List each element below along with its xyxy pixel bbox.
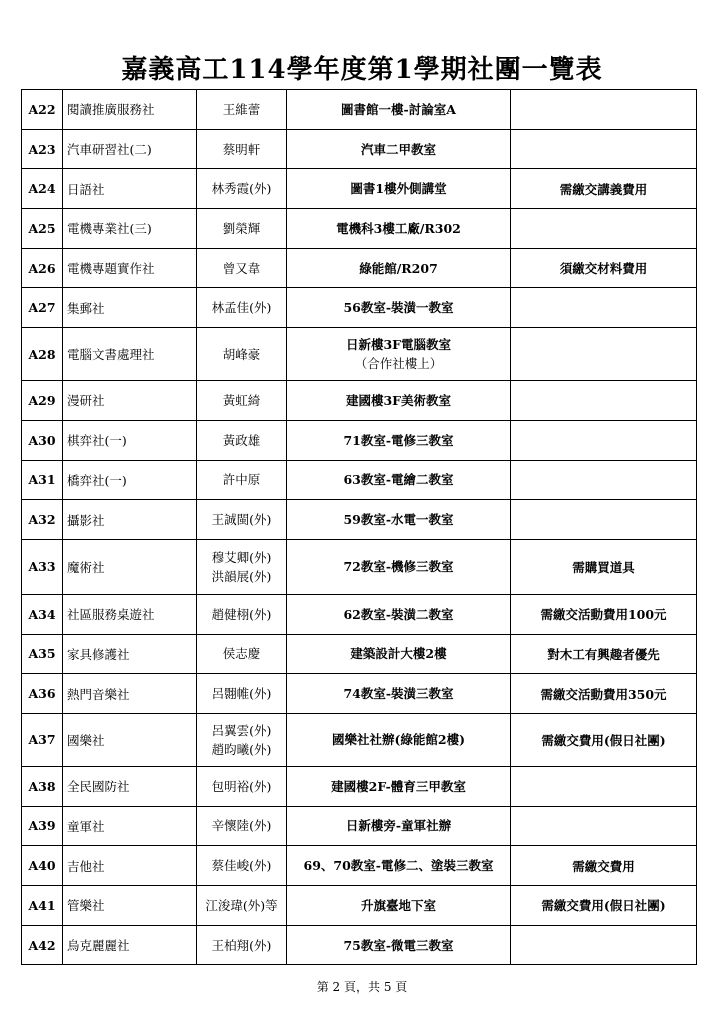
page-title: 嘉義高工114學年度第1學期社團一覽表	[121, 55, 603, 85]
teacher-name-2: 洪韻展(外)	[211, 568, 272, 584]
club-code: A34	[22, 594, 63, 634]
club-location	[287, 209, 511, 249]
location-text: 電機科3樓工廠/R302	[336, 220, 461, 236]
club-note: 對木工有興趣者優先	[511, 634, 697, 674]
location-text: 62教室-裝潢二教室	[343, 606, 454, 622]
club-name: 社區服務桌遊社	[63, 594, 197, 634]
location-text: 69、70教室-電修二、塗裝三教室	[303, 858, 494, 874]
location-text: 75教室-微電三教室	[343, 937, 454, 953]
location-text: 圖書1樓外側講堂	[350, 181, 447, 197]
club-location	[287, 594, 511, 634]
location-text: 71教室-電修三教室	[343, 432, 454, 448]
table-row	[22, 420, 697, 460]
club-teacher	[197, 209, 287, 249]
table-row	[22, 846, 697, 886]
location-subtext: （合作社樓上）	[354, 356, 443, 372]
page-footer: 第 2 頁，共 5 頁	[316, 980, 408, 994]
club-location	[287, 169, 511, 209]
table-row	[22, 713, 697, 766]
club-teacher	[197, 420, 287, 460]
club-note	[511, 460, 697, 500]
club-code: A33	[22, 539, 63, 594]
club-location	[287, 766, 511, 806]
club-location	[287, 674, 511, 714]
club-note	[511, 420, 697, 460]
club-location	[287, 500, 511, 540]
club-code: A30	[22, 420, 63, 460]
club-location	[287, 420, 511, 460]
club-teacher	[197, 634, 287, 674]
club-teacher	[197, 328, 287, 381]
club-code: A42	[22, 925, 63, 965]
teacher-name: 江浚瑋(外)等	[205, 897, 278, 913]
club-location	[287, 248, 511, 288]
teacher-name: 劉榮輝	[222, 220, 261, 236]
club-name: 漫研社	[63, 381, 197, 421]
teacher-name: 黃政雄	[222, 432, 261, 448]
club-name: 熱門音樂社	[63, 674, 197, 714]
teacher-name: 呂翾帷(外)	[211, 686, 272, 702]
club-code: A26	[22, 248, 63, 288]
club-note	[511, 328, 697, 381]
table-row	[22, 248, 697, 288]
location-text: 圖書館一樓-討論室A	[341, 101, 456, 117]
teacher-name: 穆艾卿(外)	[211, 549, 272, 565]
table-row	[22, 500, 697, 540]
table-row	[22, 925, 697, 965]
club-code: A27	[22, 288, 63, 328]
club-name: 吉他社	[63, 846, 197, 886]
teacher-name: 呂翼雲(外)	[211, 722, 272, 738]
club-teacher	[197, 594, 287, 634]
location-text: 日新樓旁-童軍社辦	[345, 818, 452, 834]
table-row	[22, 594, 697, 634]
location-text: 建國樓3F美術教室	[345, 392, 452, 408]
table-row	[22, 634, 697, 674]
club-note: 需繳交費用(假日社團)	[511, 713, 697, 766]
club-note	[511, 806, 697, 846]
club-teacher	[197, 806, 287, 846]
club-location	[287, 846, 511, 886]
club-teacher	[197, 766, 287, 806]
club-note: 需購買道具	[511, 539, 697, 594]
location-text: 建築設計大樓2樓	[350, 646, 447, 662]
club-code: A38	[22, 766, 63, 806]
club-teacher	[197, 500, 287, 540]
club-code: A35	[22, 634, 63, 674]
table-row	[22, 169, 697, 209]
location-text: 綠能館/R207	[359, 260, 438, 276]
club-name: 電腦文書處理社	[63, 328, 197, 381]
club-code: A25	[22, 209, 63, 249]
club-name: 閱讀推廣服務社	[63, 90, 197, 130]
teacher-name: 曾又韋	[222, 260, 261, 276]
teacher-name: 王維蕾	[222, 101, 261, 117]
club-teacher	[197, 846, 287, 886]
table-row	[22, 886, 697, 926]
club-code: A37	[22, 713, 63, 766]
teacher-name: 蔡佳峻(外)	[211, 858, 272, 874]
table-row	[22, 766, 697, 806]
club-code: A32	[22, 500, 63, 540]
club-location	[287, 806, 511, 846]
teacher-name: 林孟佳(外)	[211, 300, 272, 316]
club-name: 烏克麗麗社	[63, 925, 197, 965]
club-note	[511, 288, 697, 328]
club-code: A23	[22, 129, 63, 169]
club-location	[287, 90, 511, 130]
club-name: 集郵社	[63, 288, 197, 328]
club-table-body	[22, 90, 697, 965]
club-code: A24	[22, 169, 63, 209]
table-row	[22, 328, 697, 381]
club-note: 需繳交講義費用	[511, 169, 697, 209]
teacher-name-2: 趙昀曦(外)	[211, 741, 272, 757]
club-note	[511, 925, 697, 965]
teacher-name: 王誠閩(外)	[211, 512, 272, 528]
club-note: 需繳交活動費用350元	[511, 674, 697, 714]
club-name: 電機專題實作社	[63, 248, 197, 288]
club-teacher	[197, 90, 287, 130]
location-text: 63教室-電繪二教室	[343, 472, 454, 488]
club-code: A28	[22, 328, 63, 381]
teacher-name: 胡峰豪	[222, 346, 261, 362]
club-location	[287, 129, 511, 169]
club-name: 橋弈社(一)	[63, 460, 197, 500]
club-location	[287, 288, 511, 328]
club-code: A40	[22, 846, 63, 886]
location-text: 日新樓3F電腦教室	[345, 337, 452, 353]
teacher-name: 王柏翔(外)	[211, 937, 272, 953]
club-code: A29	[22, 381, 63, 421]
teacher-name: 辛懷陸(外)	[211, 818, 272, 834]
location-text: 72教室-機修三教室	[343, 559, 454, 575]
club-name: 棋弈社(一)	[63, 420, 197, 460]
club-name: 童軍社	[63, 806, 197, 846]
club-code: A22	[22, 90, 63, 130]
club-note	[511, 209, 697, 249]
club-note	[511, 129, 697, 169]
club-teacher	[197, 925, 287, 965]
club-table	[21, 89, 697, 965]
club-note	[511, 90, 697, 130]
location-text: 升旗臺地下室	[360, 897, 436, 913]
club-name: 國樂社	[63, 713, 197, 766]
club-location	[287, 634, 511, 674]
club-teacher	[197, 886, 287, 926]
teacher-name: 趙健栩(外)	[211, 606, 272, 622]
club-note	[511, 500, 697, 540]
club-teacher	[197, 674, 287, 714]
club-teacher	[197, 460, 287, 500]
club-teacher	[197, 169, 287, 209]
club-location	[287, 925, 511, 965]
teacher-name: 許中原	[222, 472, 261, 488]
table-row	[22, 209, 697, 249]
table-row	[22, 90, 697, 130]
table-row	[22, 288, 697, 328]
club-teacher	[197, 288, 287, 328]
club-teacher	[197, 248, 287, 288]
club-location	[287, 460, 511, 500]
club-note	[511, 381, 697, 421]
club-name: 家具修護社	[63, 634, 197, 674]
club-teacher	[197, 381, 287, 421]
club-location	[287, 539, 511, 594]
club-name: 管樂社	[63, 886, 197, 926]
club-code: A41	[22, 886, 63, 926]
club-note: 需繳交活動費用100元	[511, 594, 697, 634]
teacher-name: 黃虹綺	[222, 392, 261, 408]
club-note	[511, 766, 697, 806]
location-text: 建國樓2F-體育三甲教室	[331, 778, 466, 794]
table-row	[22, 539, 697, 594]
teacher-name: 包明裕(外)	[211, 778, 272, 794]
club-teacher	[197, 713, 287, 766]
club-note: 需繳交費用(假日社團)	[511, 886, 697, 926]
club-teacher	[197, 129, 287, 169]
table-row	[22, 806, 697, 846]
club-code: A31	[22, 460, 63, 500]
teacher-name: 蔡明軒	[222, 141, 261, 157]
club-teacher	[197, 539, 287, 594]
club-name: 魔術社	[63, 539, 197, 594]
club-name: 全民國防社	[63, 766, 197, 806]
club-note: 須繳交材料費用	[511, 248, 697, 288]
table-row	[22, 674, 697, 714]
table-row	[22, 129, 697, 169]
teacher-name: 林秀霞(外)	[211, 181, 272, 197]
location-text: 國樂社社辦(綠能館2樓)	[331, 732, 466, 748]
club-location	[287, 381, 511, 421]
club-note: 需繳交費用	[511, 846, 697, 886]
teacher-name: 侯志慶	[222, 646, 261, 662]
club-location	[287, 886, 511, 926]
location-text: 74教室-裝潢三教室	[343, 686, 454, 702]
table-row	[22, 460, 697, 500]
club-code: A39	[22, 806, 63, 846]
club-name: 日語社	[63, 169, 197, 209]
club-location	[287, 328, 511, 381]
location-text: 59教室-水電一教室	[343, 512, 454, 528]
club-name: 攝影社	[63, 500, 197, 540]
club-location	[287, 713, 511, 766]
location-text: 56教室-裝潢一教室	[343, 300, 454, 316]
location-text: 汽車二甲教室	[360, 141, 436, 157]
table-row	[22, 381, 697, 421]
club-code: A36	[22, 674, 63, 714]
club-name: 汽車研習社(二)	[63, 129, 197, 169]
club-name: 電機專業社(三)	[63, 209, 197, 249]
